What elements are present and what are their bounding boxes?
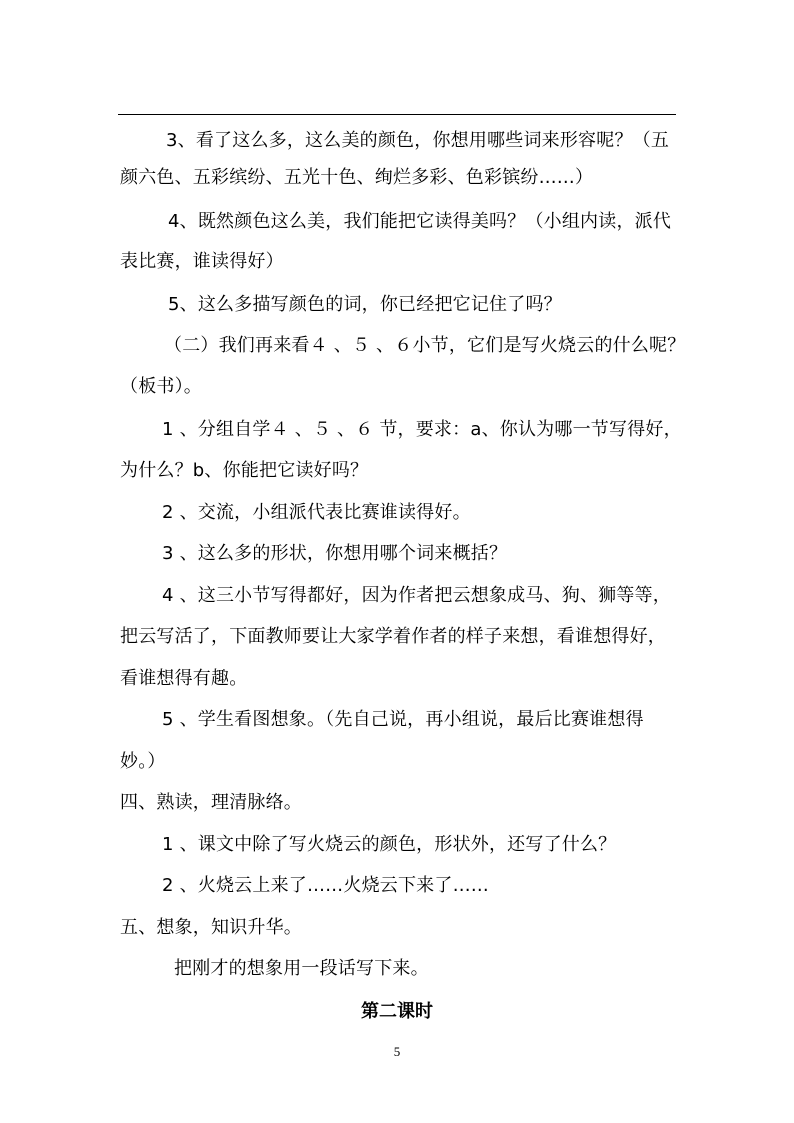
page-number: 5: [393, 1044, 401, 1059]
paragraph-line: 3 、这么多的形状，你想用哪个词来概括？: [162, 543, 508, 564]
paragraph-line: 把刚才的想象用一段话写下来。: [174, 958, 429, 979]
paragraph-line: 5 、学生看图想象。（先自己说，再小组说，最后比赛谁想得: [162, 709, 644, 730]
paragraph-line: 1 、分组自学４ 、５ 、６ 节，要求：a、你认为哪一节写得好，: [162, 419, 682, 440]
lesson-heading: 第二课时: [361, 1001, 433, 1022]
paragraph-line: 4 、这三小节写得都好，因为作者把云想象成马、狗、狮等等，: [162, 585, 671, 606]
paragraph-line: 表比赛，谁读得好）: [120, 251, 284, 272]
section-title: 五、想象，知识升华。: [120, 917, 302, 938]
section-title: 四、熟读，理清脉络。: [120, 792, 302, 813]
paragraph-line: 颜六色、五彩缤纷、五光十色、绚烂多彩、色彩镔纷……）: [120, 167, 594, 188]
paragraph-line: 为什么？b、你能把它读好吗？: [120, 460, 369, 481]
paragraph-line: 把云写活了，下面教师要让大家学着作者的样子来想，看谁想得好，: [120, 626, 666, 647]
paragraph-line: 2 、火烧云上来了……火烧云下来了……: [162, 875, 489, 896]
paragraph-line: 4、既然颜色这么美，我们能把它读得美吗？（小组内读，派代: [168, 211, 672, 232]
paragraph-line: 5、这么多描写颜色的词，你已经把它记住了吗？: [168, 294, 562, 315]
paragraph-line: 1 、课文中除了写火烧云的颜色，形状外，还写了什么？: [162, 834, 617, 855]
paragraph-line: （二）我们再来看４ 、５ 、６小节，它们是写火烧云的什么呢？: [164, 335, 686, 356]
paragraph-line: 3、看了这么多，这么美的颜色，你想用哪些词来形容呢？（五: [166, 130, 670, 151]
paragraph-line: 妙。）: [120, 751, 166, 772]
paragraph-line: 2 、交流，小组派代表比赛谁读得好。: [162, 502, 471, 523]
header-rule: [118, 114, 676, 115]
paragraph-line: （板书）。: [120, 376, 202, 397]
paragraph-line: 看谁想得有趣。: [120, 668, 248, 689]
